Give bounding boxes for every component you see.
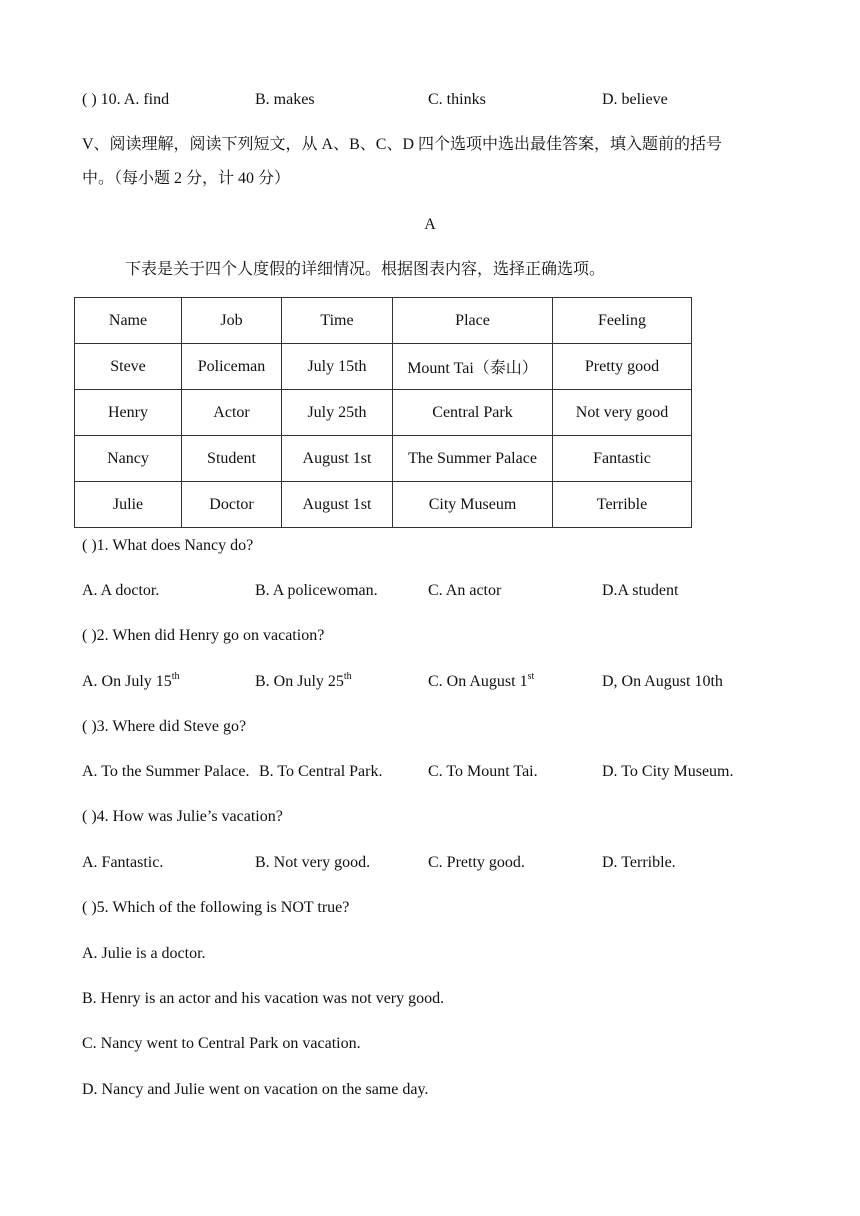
q4-options: [82, 853, 782, 873]
table-cell: Mount Tai（泰山）: [393, 344, 553, 390]
q2-option-c-text: C. On August 1: [428, 673, 528, 690]
q3-option-c: C. To Mount Tai.: [428, 763, 538, 780]
table-row: [75, 436, 692, 482]
q2-options: [82, 672, 782, 692]
table-cell: Central Park: [393, 390, 553, 436]
table-row: [75, 344, 692, 390]
table-header-cell: Name: [75, 298, 182, 344]
q2-option-c-sup: st: [527, 670, 535, 682]
q10-option-c: C. thinks: [428, 91, 486, 108]
table-header-cell: Place: [393, 298, 553, 344]
q2-option-c: [428, 672, 534, 692]
q2-stem: ( )2. When did Henry go on vacation?: [82, 627, 325, 644]
q10-option-d: D. believe: [602, 91, 668, 108]
q1-option-d: D.A student: [602, 582, 679, 599]
table-cell: Julie: [75, 482, 182, 528]
table-cell: Student: [182, 436, 282, 482]
q3-stem: ( )3. Where did Steve go?: [82, 718, 247, 735]
table-row: [75, 482, 692, 528]
q1-stem: ( )1. What does Nancy do?: [82, 537, 254, 554]
table-cell: Not very good: [553, 390, 692, 436]
table-header-cell: Job: [182, 298, 282, 344]
table-header-cell: Time: [282, 298, 393, 344]
table-cell: Henry: [75, 390, 182, 436]
q1-options: [82, 581, 782, 601]
q1-option-b: B. A policewoman.: [255, 582, 378, 599]
q1-option-a: A. A doctor.: [82, 582, 160, 599]
table-cell: Policeman: [182, 344, 282, 390]
q2-option-d: D, On August 10th: [602, 673, 723, 690]
vacation-table: [74, 297, 692, 528]
q10-options: [82, 90, 782, 110]
q2-option-b-text: B. On July 25: [255, 673, 344, 690]
section-heading-line1: V、阅读理解，阅读下列短文，从 A、B、C、D 四个选项中选出最佳答案，填入题前的括号: [82, 136, 723, 153]
section-heading-line2: 中。（每小题 2 分，计 40 分）: [82, 170, 291, 187]
table-cell: July 15th: [282, 344, 393, 390]
table-cell: City Museum: [393, 482, 553, 528]
table-cell: The Summer Palace: [393, 436, 553, 482]
q2-option-b: [255, 672, 352, 692]
q5-stem: ( )5. Which of the following is NOT true?: [82, 899, 350, 916]
q4-option-b: B. Not very good.: [255, 854, 371, 871]
q4-option-c: C. Pretty good.: [428, 854, 525, 871]
q5-option-b: B. Henry is an actor and his vacation was not very good.: [82, 990, 445, 1007]
table-cell: Doctor: [182, 482, 282, 528]
table-cell: Pretty good: [553, 344, 692, 390]
table-cell: Fantastic: [553, 436, 692, 482]
q2-option-a: [82, 672, 180, 692]
q5-option-d: D. Nancy and Julie went on vacation on the same day.: [82, 1081, 429, 1098]
q3-option-b: B. To Central Park.: [259, 763, 383, 780]
q5-option-c: C. Nancy went to Central Park on vacation.: [82, 1035, 361, 1052]
table-cell: Actor: [182, 390, 282, 436]
table-header-row: [75, 298, 692, 344]
table-header-cell: Feeling: [553, 298, 692, 344]
table-row: [75, 390, 692, 436]
q4-option-a: A. Fantastic.: [82, 854, 164, 871]
table-cell: July 25th: [282, 390, 393, 436]
q10-stem: ( ) 10. A. find: [82, 91, 170, 108]
table-cell: August 1st: [282, 482, 393, 528]
q3-option-d: D. To City Museum.: [602, 763, 734, 780]
table-cell: Nancy: [75, 436, 182, 482]
q4-stem: ( )4. How was Julie’s vacation?: [82, 808, 283, 825]
q2-option-b-sup: th: [343, 670, 352, 682]
passage-intro: 下表是关于四个人度假的详细情况。根据图表内容，选择正确选项。: [125, 261, 606, 278]
table-cell: Terrible: [553, 482, 692, 528]
q10-option-b: B. makes: [255, 91, 315, 108]
q2-option-a-sup: th: [171, 670, 180, 682]
q4-option-d: D. Terrible.: [602, 854, 676, 871]
q1-option-c: C. An actor: [428, 582, 502, 599]
q3-options: [82, 762, 782, 782]
q5-option-a: A. Julie is a doctor.: [82, 945, 206, 962]
q3-option-a: A. To the Summer Palace.: [82, 763, 250, 780]
passage-label: A: [424, 216, 436, 233]
table-cell: Steve: [75, 344, 182, 390]
table-cell: August 1st: [282, 436, 393, 482]
q2-option-a-text: A. On July 15: [82, 673, 172, 690]
